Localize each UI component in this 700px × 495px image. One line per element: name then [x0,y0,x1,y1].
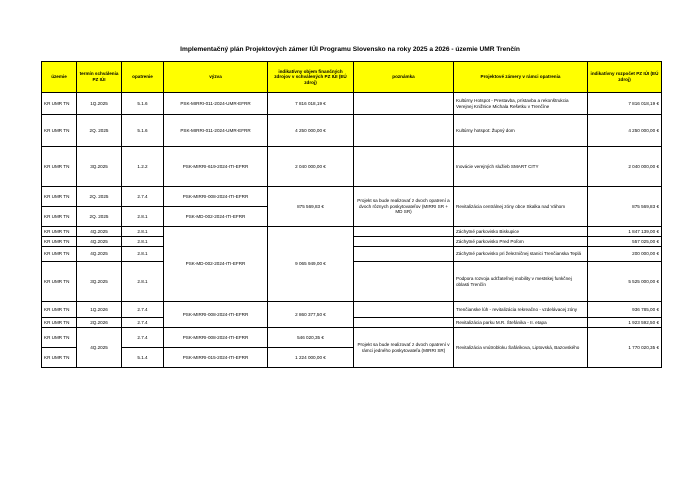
cell-zamer: Revitalizácia vnútrobloku Šafárikova, Liptovská, Bazovského [454,328,588,368]
cell-zamer: Záchytné parkovisko Pred Poľom [454,237,588,247]
cell-opatrenie: 2.7.4 [122,318,164,328]
header-uzemie: územie [42,62,77,93]
cell-opatrenie: 5.1.6 [122,115,164,147]
cell-opatrenie: 5.1.6 [122,93,164,115]
cell-zamer: Inovácie verejných služieb SMART CITY [454,147,588,187]
cell-opatrenie: 2.8.1 [122,207,164,227]
cell-poznamka [354,262,454,302]
cell-objem: 2 860 377,50 € [268,302,354,328]
cell-uzemie: KR UMR TN [42,302,77,318]
cell-opatrenie: 2.8.1 [122,227,164,237]
table-row [42,302,662,318]
cell-uzemie: KR UMR TN [42,187,77,207]
table-row [42,115,662,147]
cell-uzemie: KR UMR TN [42,328,77,348]
cell-uzemie: KR UMR TN [42,227,77,237]
cell-objem: 1 224 000,00 € [268,348,354,368]
implementation-plan-table [41,61,662,368]
cell-opatrenie: 2.7.4 [122,187,164,207]
cell-zamer: Záchytné parkovisko pri železničnej stanici Trenčianska Teplá [454,247,588,262]
page-title: Implementačný plán Projektových zámer IÚI Programu Slovensko na roky 2025 a 2026 - územie UMR Trenčín [180,46,520,53]
cell-uzemie: KR UMR TN [42,93,77,115]
cell-zamer: Revitalizácia centrálnej zóny obce Skalka nad Váhom [454,187,588,227]
cell-termin: 4Q.2025 [77,237,122,247]
cell-zamer: Revitalizácia parku M.R. Štefánika - II. etapa [454,318,588,328]
cell-rozpocet: 936 785,00 € [588,302,662,318]
cell-poznamka [354,302,454,318]
cell-termin: 4Q.2025 [77,247,122,262]
cell-opatrenie: 2.7.4 [122,302,164,318]
cell-poznamka [354,237,454,247]
cell-uzemie: KR UMR TN [42,247,77,262]
cell-zamer: Podpora rozvoja udržateľnej mobility v mestskej funkčnej oblasti Trenčín [454,262,588,302]
cell-rozpocet: 1 770 020,35 € [588,328,662,368]
table-row [42,328,662,348]
header-objem: indikatívny objem finančných zdrojov v schválených PZ IÚI (EÚ zdroj) [268,62,354,93]
cell-vyzva: PSK-MIRRI-015-2024-ITI-EFRR [164,348,268,368]
cell-vyzva: PSK-MIRRI-008-2024-ITI-EFRR [164,187,268,207]
header-termin: termín schválenia PZ IÚI [77,62,122,93]
table-header-row [42,62,662,93]
cell-vyzva: PSK-MIRRI-011-2024-UMR-EFRR [164,115,268,147]
cell-objem: 9 065 949,00 € [268,227,354,302]
cell-uzemie: KR UMR TN [42,207,77,227]
cell-objem: 2 040 000,00 € [268,147,354,187]
cell-poznamka [354,147,454,187]
cell-zamer: Záchytné parkovisko Biskupice [454,227,588,237]
cell-opatrenie: 1.2.2 [122,147,164,187]
cell-termin: 1Q.2026 [77,302,122,318]
header-opatrenie: opatrenie [122,62,164,93]
cell-rozpocet: 875 569,83 € [588,187,662,227]
cell-uzemie: KR UMR TN [42,115,77,147]
cell-objem: 546 020,35 € [268,328,354,348]
cell-rozpocet: 4 250 000,00 € [588,115,662,147]
cell-termin: 3Q.2025 [77,147,122,187]
cell-rozpocet: 200 000,00 € [588,247,662,262]
cell-zamer: Kultúrny hotspot: Župný dom [454,115,588,147]
table-row [42,187,662,207]
cell-rozpocet: 1 923 592,50 € [588,318,662,328]
cell-zamer: Trenčianske lúh - revitalizácia rekreačno - vzdelávacej zóny [454,302,588,318]
cell-uzemie: KR UMR TN [42,237,77,247]
cell-vyzva: PSK-MIRRI-011-2024-UMR-EFRR [164,93,268,115]
header-vyzva: výzva [164,62,268,93]
cell-objem: 875 569,83 € [268,187,354,227]
cell-termin: 2Q.2026 [77,318,122,328]
cell-termin: 4Q.2025 [77,227,122,237]
table-row [42,93,662,115]
cell-termin: 1Q.2025 [77,93,122,115]
cell-rozpocet: 5 525 000,00 € [588,262,662,302]
cell-opatrenie: 2.8.1 [122,237,164,247]
cell-opatrenie: 2.8.1 [122,247,164,262]
cell-rozpocet: 7 816 018,19 € [588,93,662,115]
cell-poznamka [354,247,454,262]
cell-vyzva: PSK-MIRRI-008-2024-ITI-EFRR [164,302,268,328]
cell-zamer: Kultúrny Hotspot - Prestavba, prístavba a rekonštrukcia Verejnej Knižnice Michala Rešetku v Trenčíne [454,93,588,115]
cell-vyzva: PSK-MIRRI-619-2024-ITI-EFRR [164,147,268,187]
cell-poznamka [354,318,454,328]
cell-opatrenie: 5.1.4 [122,348,164,368]
cell-objem: 4 250 000,00 € [268,115,354,147]
cell-poznamka [354,93,454,115]
cell-objem: 7 816 018,19 € [268,93,354,115]
cell-uzemie: KR UMR TN [42,147,77,187]
header-rozpocet: indikatívny rozpočet PZ IÚI (EÚ zdroj) [588,62,662,93]
table-row [42,147,662,187]
cell-uzemie: KR UMR TN [42,348,77,368]
cell-termin: 2Q. 2025 [77,187,122,207]
cell-termin: 2Q. 2025 [77,207,122,227]
cell-poznamka: Projekt sa bude realizovať z dvoch opatrení v rámci jedného poskytovateľa (MIRRI SR) [354,328,454,368]
cell-poznamka: Projekt sa bude realizovať z dvoch opatrení a dvoch rôznych poskytovateľov (MIRRI SR + MD SR) [354,187,454,227]
cell-opatrenie: 2.8.1 [122,262,164,302]
cell-uzemie: KR UMR TN [42,318,77,328]
cell-termin: 3Q.2025 [77,262,122,302]
cell-poznamka [354,227,454,237]
cell-opatrenie: 2.7.4 [122,328,164,348]
cell-poznamka [354,115,454,147]
cell-rozpocet: 1 847 139,00 € [588,227,662,237]
header-zamery: Projektové zámery v rámci opatrenia [454,62,588,93]
cell-vyzva: PSK-MIRRI-008-2024-ITI-EFRR [164,328,268,348]
cell-termin: 4Q.2025 [77,328,122,368]
cell-rozpocet: 557 025,00 € [588,237,662,247]
cell-uzemie: KR UMR TN [42,262,77,302]
cell-vyzva: PSK-MD-002-2024-ITI-EFRR [164,227,268,302]
cell-rozpocet: 2 040 000,00 € [588,147,662,187]
cell-termin: 2Q. 2025 [77,115,122,147]
table-row [42,227,662,237]
cell-vyzva: PSK-MD-002-2024-ITI-EFRR [164,207,268,227]
header-poznamka: poznámka [354,62,454,93]
